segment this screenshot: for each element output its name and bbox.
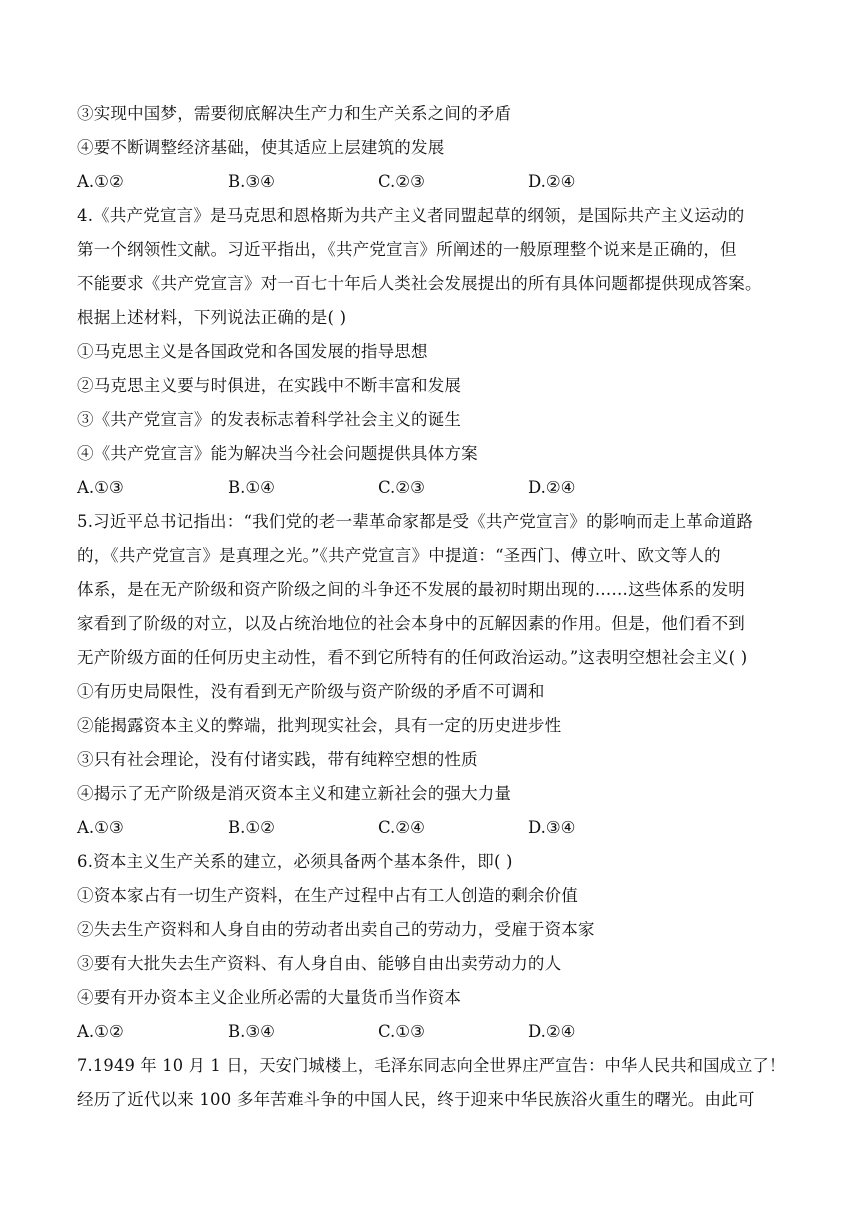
q4-option-d: D.②④ xyxy=(528,478,576,497)
q4-item-4: ④《共产党宣言》能为解决当今社会问题提供具体方案 xyxy=(77,444,478,463)
q6-item-3: ③要有大批失去生产资料、有人身自由、能够自由出卖劳动力的人 xyxy=(77,954,562,973)
q5-item-4: ④揭示了无产阶级是消灭资本主义和建立新社会的强大力量 xyxy=(77,784,512,803)
q7-stem-line: 7.1949 年 10 月 1 日，天安门城楼上，毛泽东同志向全世界庄严宣告：中华人民共和国成立了！ xyxy=(77,1056,786,1075)
q3-option-c: C.②③ xyxy=(378,172,425,191)
q6-item-4: ④要有开办资本主义企业所必需的大量货币当作资本 xyxy=(77,988,462,1007)
q4-option-a: A.①③ xyxy=(77,478,124,497)
q5-option-a: A.①③ xyxy=(77,818,124,837)
q3-item-3: ③实现中国梦，需要彻底解决生产力和生产关系之间的矛盾 xyxy=(77,104,512,123)
q4-item-2: ②马克思主义要与时俱进，在实践中不断丰富和发展 xyxy=(77,376,462,395)
q6-item-1: ①资本家占有一切生产资料，在生产过程中占有工人创造的剩余价值 xyxy=(77,886,578,905)
q4-option-b: B.①④ xyxy=(228,478,275,497)
q5-item-3: ③只有社会理论，没有付诸实践，带有纯粹空想的性质 xyxy=(77,750,478,769)
q5-stem-line: 家看到了阶级的对立，以及占统治地位的社会本身中的瓦解因素的作用。但是，他们看不到 xyxy=(77,614,745,633)
q4-option-c: C.②③ xyxy=(378,478,425,497)
q6-option-c: C.①③ xyxy=(378,1022,425,1041)
q5-item-2: ②能揭露资本主义的弊端，批判现实社会，具有一定的历史进步性 xyxy=(77,716,562,735)
q6-option-d: D.②④ xyxy=(528,1022,576,1041)
q4-stem-line: 第一个纲领性文献。习近平指出，《共产党宣言》所阐述的一般原理整个说来是正确的，但 xyxy=(77,240,737,259)
q5-stem-line: 5.习近平总书记指出：“我们党的老一辈革命家都是受《共产党宣言》的影响而走上革命道路 xyxy=(77,512,754,531)
q4-stem-line: 4.《共产党宣言》是马克思和恩格斯为共产主义者同盟起草的纲领，是国际共产主义运动的 xyxy=(77,206,745,225)
q5-option-b: B.①② xyxy=(228,818,275,837)
q4-item-1: ①马克思主义是各国政党和各国发展的指导思想 xyxy=(77,342,428,361)
q5-stem-line: 的，《共产党宣言》是真理之光。”《共产党宣言》中提道：“圣西门、傅立叶、欧文等人的 xyxy=(77,546,721,565)
q5-stem-line: 无产阶级方面的任何历史主动性，看不到它所特有的任何政治运动。”这表明空想社会主义( ) xyxy=(77,648,748,667)
q3-option-b: B.③④ xyxy=(228,172,275,191)
q6-option-a: A.①② xyxy=(77,1022,124,1041)
q4-stem-line: 不能要求《共产党宣言》对一百七十年后人类社会发展提出的所有具体问题都提供现成答案。 xyxy=(77,274,762,293)
q5-option-c: C.②④ xyxy=(378,818,425,837)
q6-item-2: ②失去生产资料和人身自由的劳动者出卖自己的劳动力，受雇于资本家 xyxy=(77,920,595,939)
q3-option-d: D.②④ xyxy=(528,172,576,191)
q5-stem-line: 体系，是在无产阶级和资产阶级之间的斗争还不发展的最初时期出现的……这些体系的发明 xyxy=(77,580,745,599)
q5-option-d: D.③④ xyxy=(528,818,576,837)
q4-item-3: ③《共产党宣言》的发表标志着科学社会主义的诞生 xyxy=(77,410,462,429)
q3-option-a: A.①② xyxy=(77,172,124,191)
q7-stem-line: 经历了近代以来 100 多年苦难斗争的中国人民，终于迎来中华民族浴火重生的曙光。由此可 xyxy=(77,1090,755,1109)
q5-item-1: ①有历史局限性，没有看到无产阶级与资产阶级的矛盾不可调和 xyxy=(77,682,545,701)
q6-option-b: B.③④ xyxy=(228,1022,275,1041)
q4-stem-line: 根据上述材料，下列说法正确的是( ) xyxy=(77,308,347,327)
q3-item-4: ④要不断调整经济基础，使其适应上层建筑的发展 xyxy=(77,138,445,157)
q6-stem-line: 6.资本主义生产关系的建立，必须具备两个基本条件，即( ) xyxy=(77,852,513,871)
